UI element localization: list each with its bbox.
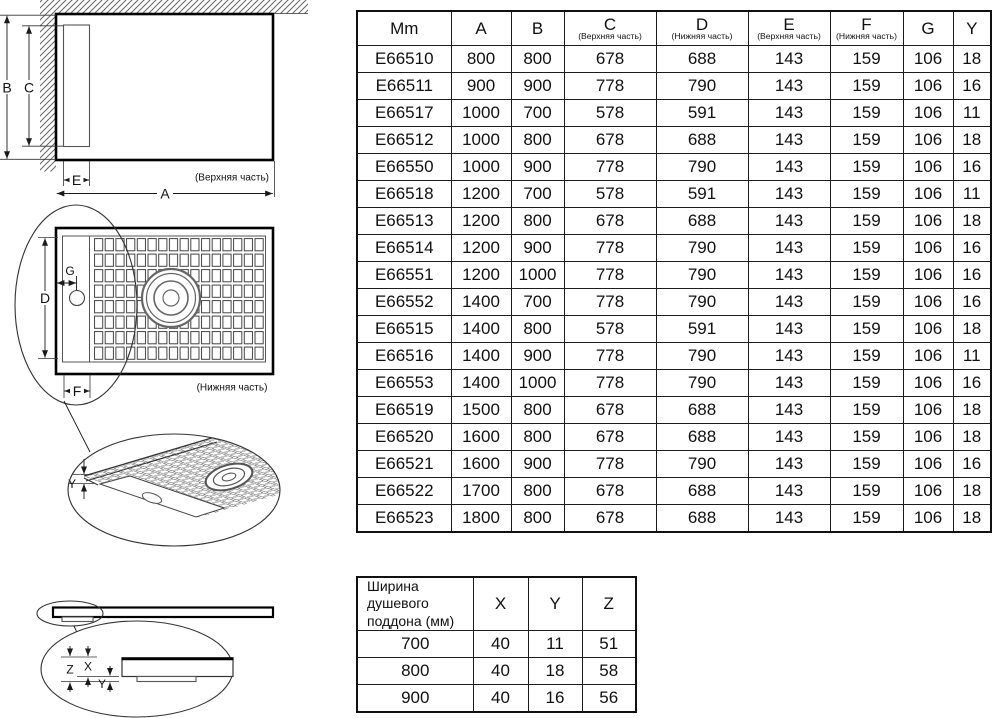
drain-cover (142, 269, 200, 327)
table-cell: 1200 (451, 208, 511, 235)
table-cell: 18 (953, 208, 991, 235)
table-cell: 159 (830, 478, 903, 505)
table-cell: 159 (830, 154, 903, 181)
dim-label-e: E (71, 172, 82, 188)
table-cell: 800 (511, 127, 564, 154)
table-cell: 1200 (451, 235, 511, 262)
table-cell: 18 (953, 424, 991, 451)
table-cell: 143 (748, 100, 830, 127)
table-cell: 1600 (451, 424, 511, 451)
col-header-width: Ширина душевого поддона (мм) (357, 577, 473, 631)
col-header-z: Z (582, 577, 636, 631)
table-cell: 106 (903, 424, 953, 451)
table-cell: 900 (511, 343, 564, 370)
col-header-d: D (Нижняя часть) (656, 11, 748, 46)
table-row (357, 289, 991, 316)
table-cell: 143 (748, 289, 830, 316)
table-cell: 40 (473, 631, 528, 658)
table-row (357, 397, 991, 424)
table-cell: 106 (903, 289, 953, 316)
table-cell: 790 (656, 289, 748, 316)
table-cell: 800 (357, 658, 473, 685)
table-cell: 678 (564, 46, 656, 73)
table-cell: 143 (748, 397, 830, 424)
table-cell: 58 (582, 658, 636, 685)
dim-label-y-side: Y (97, 677, 107, 691)
table-cell: 678 (564, 127, 656, 154)
drain-channel-top (64, 25, 90, 147)
table-cell: E66518 (357, 181, 451, 208)
table-cell: E66516 (357, 343, 451, 370)
table-cell: E66519 (357, 397, 451, 424)
table-row (357, 316, 991, 343)
table-cell: 143 (748, 235, 830, 262)
table-cell: 159 (830, 235, 903, 262)
table-cell: 106 (903, 316, 953, 343)
table-cell: 159 (830, 181, 903, 208)
table-cell: E66511 (357, 73, 451, 100)
table-cell: 106 (903, 127, 953, 154)
table-cell: 800 (511, 46, 564, 73)
table-cell: 11 (953, 181, 991, 208)
table-row (357, 73, 991, 100)
table-cell: 678 (564, 505, 656, 533)
technical-drawings (0, 0, 350, 718)
table-cell: 143 (748, 154, 830, 181)
table-cell: 106 (903, 100, 953, 127)
table-cell: 790 (656, 262, 748, 289)
table-cell: 159 (830, 343, 903, 370)
dimension-table-body (357, 46, 991, 533)
dim-label-d: D (39, 290, 51, 306)
table-cell: 1200 (451, 181, 511, 208)
table-cell: 18 (953, 46, 991, 73)
table-cell: 700 (511, 181, 564, 208)
table-cell: 159 (830, 424, 903, 451)
col-header-y: Y (953, 11, 991, 46)
dim-label-c: C (23, 79, 35, 96)
table-cell: 143 (748, 424, 830, 451)
table-cell: 1400 (451, 370, 511, 397)
col-header-f: F (Нижняя часть) (830, 11, 903, 46)
table-cell: 1600 (451, 451, 511, 478)
dim-label-a: A (160, 185, 170, 202)
table-cell: 1500 (451, 397, 511, 424)
dim-label-x: X (83, 659, 93, 674)
table-cell: 40 (473, 658, 528, 685)
table-cell: 800 (511, 478, 564, 505)
header-row (357, 11, 991, 46)
table-cell: 790 (656, 154, 748, 181)
table-cell: E66551 (357, 262, 451, 289)
table-cell: 159 (830, 397, 903, 424)
caption-upper-part: (Верхняя часть) (194, 172, 270, 184)
table-cell: 159 (830, 127, 903, 154)
table-cell: 778 (564, 235, 656, 262)
table-cell: 143 (748, 370, 830, 397)
table-cell: 700 (357, 631, 473, 658)
table-cell: 900 (511, 235, 564, 262)
table-cell: E66513 (357, 208, 451, 235)
table-cell: 1000 (451, 127, 511, 154)
table-cell: 900 (357, 685, 473, 713)
table-cell: 778 (564, 370, 656, 397)
table-row (357, 451, 991, 478)
table-row (357, 424, 991, 451)
table-cell: 1200 (451, 262, 511, 289)
dim-label-z: Z (66, 662, 74, 677)
table-row (357, 154, 991, 181)
table-cell: 16 (953, 73, 991, 100)
tray-foot (62, 617, 93, 622)
table-row (357, 235, 991, 262)
table-cell: 106 (903, 181, 953, 208)
col-header-y: Y (528, 577, 582, 631)
table-cell: 11 (953, 343, 991, 370)
side-view-drawing (37, 601, 273, 717)
table-cell: 688 (656, 127, 748, 154)
table-cell: E66553 (357, 370, 451, 397)
table-cell: E66510 (357, 46, 451, 73)
table-cell: 16 (953, 154, 991, 181)
table-cell: 159 (830, 370, 903, 397)
table-row (357, 262, 991, 289)
table-cell: 578 (564, 100, 656, 127)
table-row (357, 208, 991, 235)
col-header-g: G (903, 11, 953, 46)
dim-label-b: B (2, 79, 12, 96)
table-cell: 143 (748, 262, 830, 289)
table-cell: 1700 (451, 478, 511, 505)
table-cell: 700 (511, 289, 564, 316)
table-cell: 1800 (451, 505, 511, 533)
table-cell: 18 (953, 127, 991, 154)
table-cell: 1000 (511, 370, 564, 397)
col-header-b: B (511, 11, 564, 46)
table-cell: 800 (511, 316, 564, 343)
table-row (357, 100, 991, 127)
table-cell: 800 (511, 397, 564, 424)
table-cell: 678 (564, 478, 656, 505)
table-cell: 18 (953, 316, 991, 343)
table-cell: 678 (564, 208, 656, 235)
table-cell: 900 (511, 73, 564, 100)
table-cell: 143 (748, 46, 830, 73)
table-cell: 800 (511, 505, 564, 533)
table-cell: 790 (656, 370, 748, 397)
table-cell: 1000 (451, 100, 511, 127)
table-cell: E66514 (357, 235, 451, 262)
table-cell: 790 (656, 451, 748, 478)
table-cell: 159 (830, 46, 903, 73)
dim-label-f: F (72, 383, 82, 399)
table-cell: 688 (656, 478, 748, 505)
table-cell: 56 (582, 685, 636, 713)
table-cell: 790 (656, 343, 748, 370)
table-row (357, 370, 991, 397)
table-cell: 159 (830, 505, 903, 533)
table-row (357, 343, 991, 370)
table-cell: 106 (903, 208, 953, 235)
table-row (357, 127, 991, 154)
xyz-table-body (357, 631, 636, 713)
table-cell: 106 (903, 397, 953, 424)
table-cell: 678 (564, 424, 656, 451)
table-cell: 790 (656, 235, 748, 262)
table-cell: 143 (748, 316, 830, 343)
rim-detail-drawing (58, 411, 350, 546)
table-cell: 16 (953, 235, 991, 262)
table-cell: 143 (748, 478, 830, 505)
table-row (357, 658, 636, 685)
table-cell: 159 (830, 208, 903, 235)
table-cell: E66550 (357, 154, 451, 181)
table-cell: 159 (830, 451, 903, 478)
table-row (357, 631, 636, 658)
table-cell: 143 (748, 127, 830, 154)
table-cell: 900 (511, 451, 564, 478)
table-row (357, 505, 991, 533)
table-cell: 678 (564, 397, 656, 424)
table-cell: E66522 (357, 478, 451, 505)
table-cell: 40 (473, 685, 528, 713)
table-row (357, 685, 636, 713)
col-header-e: E (Верхняя часть) (748, 11, 830, 46)
table-cell: 106 (903, 478, 953, 505)
table-cell: 18 (953, 397, 991, 424)
table-cell: 143 (748, 451, 830, 478)
table-cell: 900 (451, 73, 511, 100)
table-cell: 143 (748, 73, 830, 100)
table-cell: 159 (830, 289, 903, 316)
table-cell: 800 (451, 46, 511, 73)
col-header-x: X (473, 577, 528, 631)
table-cell: 106 (903, 154, 953, 181)
table-cell: 591 (656, 181, 748, 208)
table-row (357, 46, 991, 73)
table-cell: 18 (528, 658, 582, 685)
table-cell: 790 (656, 73, 748, 100)
table-cell: 106 (903, 262, 953, 289)
dim-F (64, 375, 90, 400)
table-cell: 11 (528, 631, 582, 658)
caption-lower-part: (Нижняя часть) (196, 382, 268, 394)
table-cell: 16 (953, 262, 991, 289)
top-view-drawing (0, 0, 308, 202)
channel-drain-hole (70, 291, 85, 306)
table-cell: 591 (656, 100, 748, 127)
table-cell: 16 (528, 685, 582, 713)
table-cell: 18 (953, 478, 991, 505)
table-cell: 143 (748, 343, 830, 370)
col-header-a: A (451, 11, 511, 46)
table-cell: 578 (564, 181, 656, 208)
table-cell: 16 (953, 289, 991, 316)
table-cell: 106 (903, 370, 953, 397)
table-cell: 1000 (451, 154, 511, 181)
table-cell: 16 (953, 451, 991, 478)
table-cell: 143 (748, 208, 830, 235)
table-cell: 1400 (451, 343, 511, 370)
table-cell: 106 (903, 451, 953, 478)
table-cell: 16 (953, 370, 991, 397)
table-cell: 159 (830, 73, 903, 100)
table-cell: 688 (656, 46, 748, 73)
table-cell: 778 (564, 343, 656, 370)
table-cell: 591 (656, 316, 748, 343)
table-cell: 688 (656, 208, 748, 235)
table-cell: 778 (564, 154, 656, 181)
col-header-mm: Mm (357, 11, 451, 46)
dim-label-y-detail: Y (67, 477, 77, 491)
dim-label-g: G (65, 264, 75, 278)
table-cell: 51 (582, 631, 636, 658)
table-cell: 143 (748, 505, 830, 533)
table-cell: 106 (903, 505, 953, 533)
table-cell: 106 (903, 46, 953, 73)
table-cell: 778 (564, 451, 656, 478)
table-cell: 800 (511, 424, 564, 451)
table-cell: 778 (564, 289, 656, 316)
table-cell: 11 (953, 100, 991, 127)
table-row (357, 478, 991, 505)
table-cell: 159 (830, 100, 903, 127)
table-cell: 688 (656, 397, 748, 424)
bottom-view-drawing (15, 205, 273, 452)
table-cell: 800 (511, 208, 564, 235)
table-cell: 18 (953, 505, 991, 533)
table-cell: 778 (564, 262, 656, 289)
table-cell: E66517 (357, 100, 451, 127)
dim-E (64, 161, 90, 188)
table-cell: E66552 (357, 289, 451, 316)
table-cell: 688 (656, 505, 748, 533)
table-cell: 900 (511, 154, 564, 181)
table-cell: 778 (564, 73, 656, 100)
table-cell: 1000 (511, 262, 564, 289)
table-cell: 143 (748, 181, 830, 208)
table-cell: E66523 (357, 505, 451, 533)
table-cell: E66521 (357, 451, 451, 478)
table-cell: E66515 (357, 316, 451, 343)
table-cell: 688 (656, 424, 748, 451)
table-cell: 159 (830, 262, 903, 289)
table-cell: 106 (903, 235, 953, 262)
table-cell: 159 (830, 316, 903, 343)
table-cell: 106 (903, 73, 953, 100)
table-cell: 578 (564, 316, 656, 343)
xyz-table (356, 576, 637, 713)
table-cell: 1400 (451, 316, 511, 343)
table-cell: 1400 (451, 289, 511, 316)
tray-profile (53, 608, 273, 618)
table-cell: E66520 (357, 424, 451, 451)
dimension-table (356, 10, 992, 533)
table-row (357, 181, 991, 208)
header-row (357, 577, 636, 631)
callout-leader (64, 401, 90, 452)
table-cell: E66512 (357, 127, 451, 154)
table-cell: 700 (511, 100, 564, 127)
col-header-c: C (Верхняя часть) (564, 11, 656, 46)
table-cell: 106 (903, 343, 953, 370)
